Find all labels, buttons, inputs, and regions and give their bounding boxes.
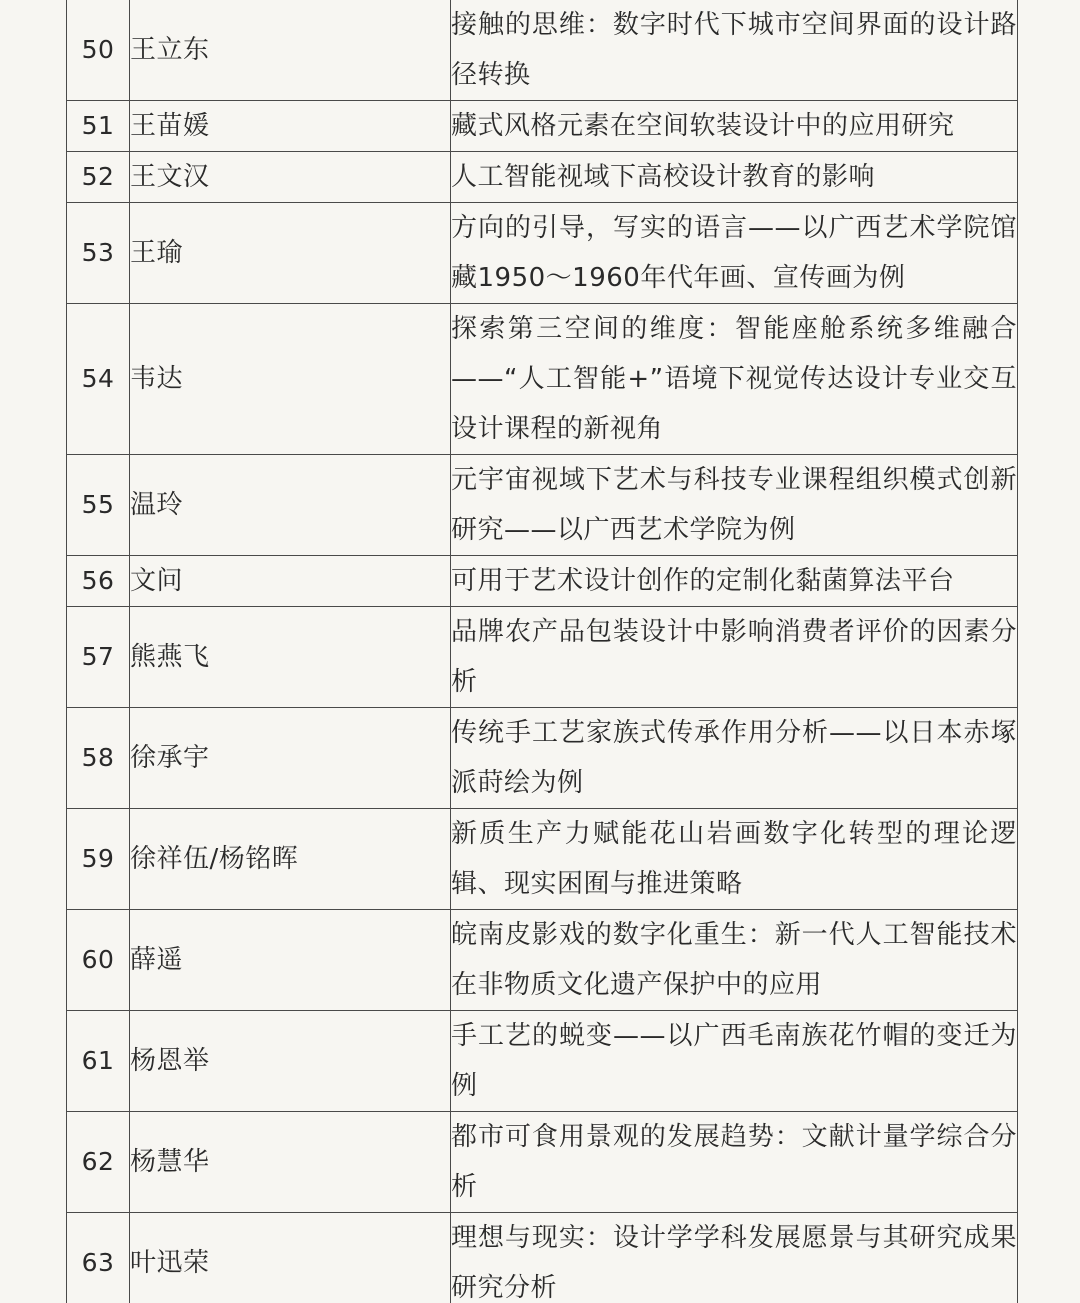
paper-title: 传统手工艺家族式传承作用分析——以日本赤塚派莳绘为例 [451,708,1018,809]
table-row [67,304,1018,455]
table-body [67,0,1018,1303]
row-number: 50 [67,0,130,101]
paper-title: 人工智能视域下高校设计教育的影响 [451,152,1018,203]
table-row [67,152,1018,203]
table-row [67,101,1018,152]
author-name: 薛遥 [130,910,451,1011]
author-name: 徐祥伍/杨铭晖 [130,809,451,910]
row-number: 57 [67,607,130,708]
table-row [67,1112,1018,1213]
paper-title: 可用于艺术设计创作的定制化黏菌算法平台 [451,556,1018,607]
row-number: 54 [67,304,130,455]
row-number: 58 [67,708,130,809]
author-name: 韦达 [130,304,451,455]
author-name: 徐承宇 [130,708,451,809]
paper-title: 元宇宙视域下艺术与科技专业课程组织模式创新研究——以广西艺术学院为例 [451,455,1018,556]
author-name: 王立东 [130,0,451,101]
row-number: 63 [67,1213,130,1303]
paper-title: 都市可食用景观的发展趋势：文献计量学综合分析 [451,1112,1018,1213]
paper-title: 藏式风格元素在空间软装设计中的应用研究 [451,101,1018,152]
table-row [67,607,1018,708]
table-row [67,1213,1018,1303]
author-name: 王文汉 [130,152,451,203]
row-number: 55 [67,455,130,556]
paper-title: 探索第三空间的维度：智能座舱系统多维融合——“人工智能+”语境下视觉传达设计专业交互设计课程的新视角 [451,304,1018,455]
paper-title: 品牌农产品包装设计中影响消费者评价的因素分析 [451,607,1018,708]
table-row [67,708,1018,809]
paper-title: 手工艺的蜕变——以广西毛南族花竹帽的变迁为例 [451,1011,1018,1112]
author-name: 叶迅荣 [130,1213,451,1303]
table-row [67,455,1018,556]
paper-title: 新质生产力赋能花山岩画数字化转型的理论逻辑、现实困囿与推进策略 [451,809,1018,910]
author-name: 熊燕飞 [130,607,451,708]
row-number: 59 [67,809,130,910]
row-number: 52 [67,152,130,203]
row-number: 60 [67,910,130,1011]
author-name: 文问 [130,556,451,607]
paper-title: 方向的引导，写实的语言——以广西艺术学院馆藏1950～1960年代年画、宣传画为例 [451,203,1018,304]
table-row [67,203,1018,304]
table-row [67,1011,1018,1112]
table-row [67,0,1018,101]
table-row [67,809,1018,910]
paper-title: 理想与现实：设计学学科发展愿景与其研究成果研究分析 [451,1213,1018,1303]
row-number: 61 [67,1011,130,1112]
author-name: 王瑜 [130,203,451,304]
paper-list-table [66,0,1018,1303]
author-name: 杨恩举 [130,1011,451,1112]
author-name: 王苗媛 [130,101,451,152]
paper-title: 接触的思维：数字时代下城市空间界面的设计路径转换 [451,0,1018,101]
row-number: 56 [67,556,130,607]
paper-title: 皖南皮影戏的数字化重生：新一代人工智能技术在非物质文化遗产保护中的应用 [451,910,1018,1011]
table-row [67,910,1018,1011]
author-name: 杨慧华 [130,1112,451,1213]
author-name: 温玲 [130,455,451,556]
row-number: 53 [67,203,130,304]
row-number: 62 [67,1112,130,1213]
row-number: 51 [67,101,130,152]
table-row [67,556,1018,607]
